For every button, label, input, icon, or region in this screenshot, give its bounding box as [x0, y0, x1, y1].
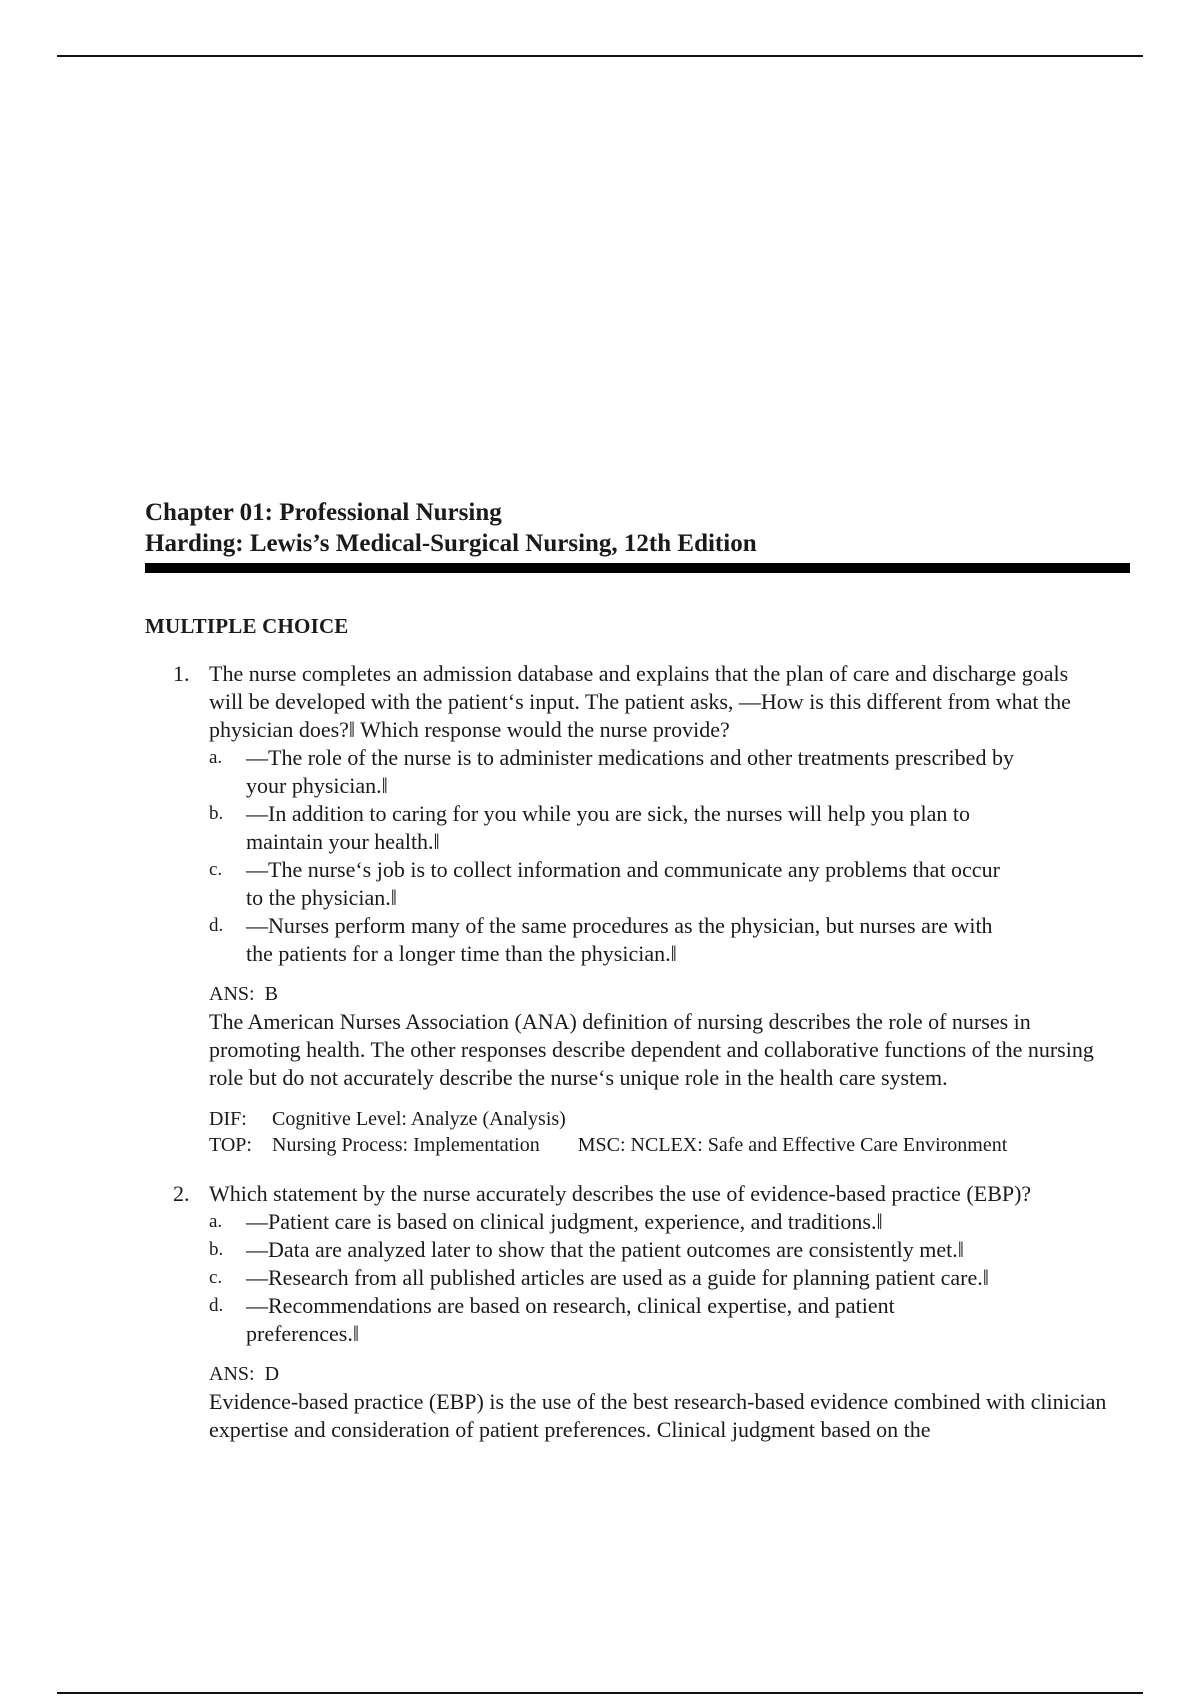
- answer-label: ANS:: [209, 983, 255, 1005]
- dif-value: Cognitive Level: Analyze (Analysis): [272, 1108, 566, 1130]
- answer-block: [209, 980, 1115, 1092]
- choice-letter: b.: [209, 803, 224, 824]
- choice-letter: d.: [209, 915, 224, 936]
- choice-b: [209, 800, 1016, 856]
- choice-text: ―The nurse‘s job is to collect information and communicate any problems that occur to the physician.‖: [246, 857, 1000, 910]
- answer-key: [209, 1360, 1115, 1388]
- choice-letter: b.: [209, 1239, 224, 1260]
- choice-text: ―Data are analyzed later to show that the patient outcomes are consistently met.‖: [246, 1237, 964, 1262]
- question-list: [145, 660, 1115, 1444]
- top-label: TOP:: [209, 1134, 252, 1156]
- msc-value: NCLEX: Safe and Effective Care Environment: [630, 1134, 1008, 1156]
- question-stem: The nurse completes an admission database and explains that the plan of care and discharge goals will be developed with the patient‘s input. The patient asks, ―How is this different from what the physician does?‖ Which response would the nurse provide?: [209, 661, 1071, 742]
- book-title: Harding: Lewis’s Medical-Surgical Nursing, 12th Edition: [145, 530, 757, 557]
- choice-letter: c.: [209, 859, 223, 880]
- question-1: [145, 660, 1115, 1158]
- top-value: Nursing Process: Implementation: [272, 1134, 540, 1156]
- question-metadata: [209, 1106, 1115, 1158]
- header-divider: [145, 563, 1130, 573]
- msc-label: MSC:: [577, 1134, 626, 1156]
- answer-key: [209, 980, 1115, 1008]
- choice-a: [209, 1208, 1036, 1236]
- choice-text: ―Nurses perform many of the same procedures as the physician, but nurses are with the patients for a longer time than the physician.‖: [246, 913, 993, 966]
- choice-c: [209, 856, 1016, 912]
- rationale: Evidence-based practice (EBP) is the use of the best research-based evidence combined with clinician expertise and consideration of patient preferences. Clinical judgment based on the: [209, 1389, 1107, 1442]
- choice-d: [209, 912, 1016, 968]
- choice-text: ―The role of the nurse is to administer medications and other treatments prescribed by your physician.‖: [246, 745, 1014, 798]
- answer-value: B: [264, 983, 278, 1005]
- section-heading: MULTIPLE CHOICE: [145, 614, 349, 638]
- choice-letter: d.: [209, 1295, 224, 1316]
- dif-row: [209, 1106, 1115, 1132]
- choice-a: [209, 744, 1016, 800]
- choice-letter: a.: [209, 747, 223, 768]
- top-rule: [57, 55, 1143, 57]
- answer-block: [209, 1360, 1115, 1444]
- choice-text: ―Patient care is based on clinical judgment, experience, and traditions.‖: [246, 1209, 883, 1234]
- choice-letter: c.: [209, 1267, 223, 1288]
- choice-text: ―Research from all published articles are used as a guide for planning patient care.‖: [246, 1265, 989, 1290]
- question-2: [145, 1180, 1115, 1444]
- choice-text: ―In addition to caring for you while you are sick, the nurses will help you plan to maintain your health.‖: [246, 801, 971, 854]
- top-row: [209, 1132, 1115, 1158]
- choice-letter: a.: [209, 1211, 223, 1232]
- question-number: 2.: [173, 1181, 190, 1206]
- answer-label: ANS:: [209, 1363, 255, 1385]
- bottom-rule: [57, 1692, 1143, 1694]
- question-stem: Which statement by the nurse accurately describes the use of evidence-based practice (EBP)?: [209, 1181, 1032, 1206]
- choice-c: [209, 1264, 1036, 1292]
- choice-text: ―Recommendations are based on research, clinical expertise, and patient preferences.‖: [246, 1293, 895, 1346]
- chapter-title: Chapter 01: Professional Nursing: [145, 499, 502, 526]
- answer-value: D: [264, 1363, 280, 1385]
- choice-d: [209, 1292, 966, 1348]
- chapter-header: [145, 497, 1130, 573]
- dif-label: DIF:: [209, 1108, 247, 1130]
- rationale: The American Nurses Association (ANA) definition of nursing describes the role of nurses in promoting health. The other responses describe dependent and collaborative functions of the nursing role but do not accurately describe the nurse‘s unique role in the health care system.: [209, 1009, 1094, 1090]
- question-number: 1.: [173, 661, 190, 686]
- choice-b: [209, 1236, 1036, 1264]
